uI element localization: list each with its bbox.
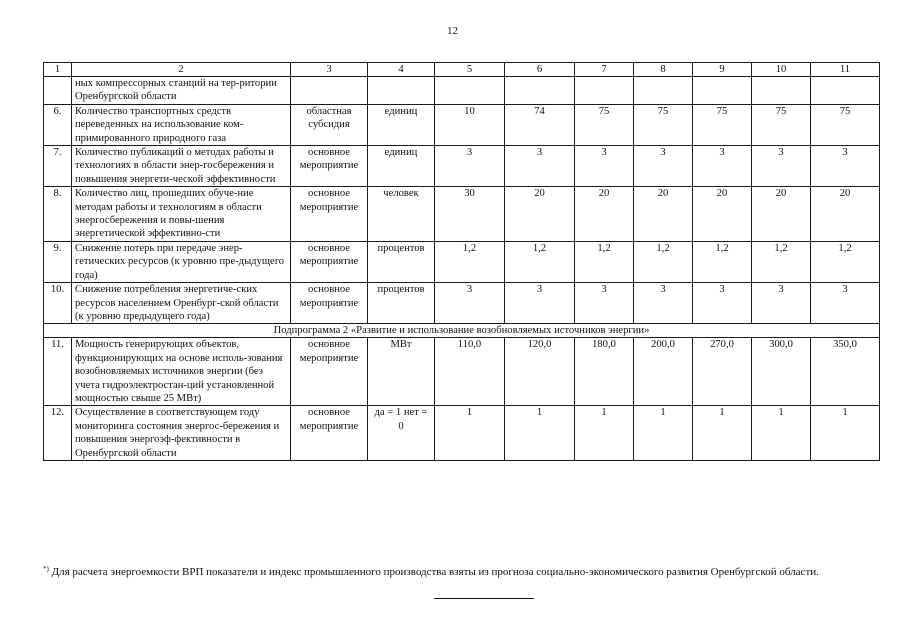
value-cell: 270,0 bbox=[693, 338, 752, 406]
column-header: 8 bbox=[634, 63, 693, 77]
value-cell: 1 bbox=[634, 406, 693, 461]
value-cell: 20 bbox=[811, 187, 880, 242]
row-number: 11. bbox=[44, 338, 72, 406]
value-cell: 1 bbox=[693, 406, 752, 461]
column-header: 3 bbox=[291, 63, 368, 77]
value-cell: 3 bbox=[752, 283, 811, 324]
value-cell: 110,0 bbox=[435, 338, 505, 406]
value-cell: 3 bbox=[752, 146, 811, 187]
funding-source: основное мероприятие bbox=[291, 241, 368, 282]
value-cell: 1 bbox=[435, 406, 505, 461]
funding-source: основное мероприятие bbox=[291, 146, 368, 187]
value-cell: 75 bbox=[575, 104, 634, 145]
table-row bbox=[44, 338, 880, 406]
value-cell: 1 bbox=[505, 406, 575, 461]
row-number: 8. bbox=[44, 187, 72, 242]
value-cell: 3 bbox=[505, 283, 575, 324]
value-cell: 3 bbox=[693, 146, 752, 187]
column-header: 6 bbox=[505, 63, 575, 77]
table-row bbox=[44, 77, 880, 105]
value-cell: 10 bbox=[435, 104, 505, 145]
value-cell: 20 bbox=[634, 187, 693, 242]
page-number: 12 bbox=[447, 25, 458, 37]
row-number: 6. bbox=[44, 104, 72, 145]
funding-source bbox=[291, 77, 368, 105]
value-cell: 75 bbox=[752, 104, 811, 145]
value-cell: 3 bbox=[505, 146, 575, 187]
value-cell: 1,2 bbox=[693, 241, 752, 282]
value-cell: 1 bbox=[811, 406, 880, 461]
indicator-name: ных компрессорных станций на тер-ритории Оренбургской области bbox=[72, 77, 291, 105]
funding-source: основное мероприятие bbox=[291, 187, 368, 242]
row-number: 7. bbox=[44, 146, 72, 187]
row-number: 12. bbox=[44, 406, 72, 461]
funding-source: областная субсидия bbox=[291, 104, 368, 145]
value-cell: 200,0 bbox=[634, 338, 693, 406]
value-cell: 3 bbox=[811, 283, 880, 324]
value-cell bbox=[505, 77, 575, 105]
value-cell: 1,2 bbox=[634, 241, 693, 282]
value-cell: 1,2 bbox=[811, 241, 880, 282]
column-header: 11 bbox=[811, 63, 880, 77]
column-header: 10 bbox=[752, 63, 811, 77]
unit: единиц bbox=[368, 104, 435, 145]
indicator-name: Количество транспортных средств переведенных на использование ком-примированного природного газа bbox=[72, 104, 291, 145]
indicator-name: Снижение потребления энергетиче-ских ресурсов населением Оренбург-ской области (к уровню предыдущего года) bbox=[72, 283, 291, 324]
footnote-text: Для расчета энергоемкости ВРП показатели и индекс промышленного производства взяты из прогноза социально-экономического развития Оренбургской области. bbox=[51, 566, 819, 578]
column-header: 4 bbox=[368, 63, 435, 77]
value-cell: 3 bbox=[811, 146, 880, 187]
value-cell bbox=[693, 77, 752, 105]
footnote-marker: *) bbox=[43, 565, 49, 573]
table-row bbox=[44, 146, 880, 187]
value-cell bbox=[634, 77, 693, 105]
unit: человек bbox=[368, 187, 435, 242]
value-cell: 180,0 bbox=[575, 338, 634, 406]
value-cell: 75 bbox=[811, 104, 880, 145]
funding-source: основное мероприятие bbox=[291, 406, 368, 461]
row-number: 9. bbox=[44, 241, 72, 282]
column-header: 1 bbox=[44, 63, 72, 77]
value-cell: 1 bbox=[752, 406, 811, 461]
value-cell bbox=[575, 77, 634, 105]
value-cell bbox=[435, 77, 505, 105]
value-cell: 300,0 bbox=[752, 338, 811, 406]
value-cell: 1,2 bbox=[505, 241, 575, 282]
rows-after-subprogram bbox=[44, 338, 880, 461]
table-row bbox=[44, 241, 880, 282]
value-cell: 3 bbox=[435, 146, 505, 187]
value-cell bbox=[752, 77, 811, 105]
value-cell: 3 bbox=[634, 283, 693, 324]
value-cell: 20 bbox=[575, 187, 634, 242]
table-row bbox=[44, 283, 880, 324]
value-cell: 20 bbox=[505, 187, 575, 242]
funding-source: основное мероприятие bbox=[291, 283, 368, 324]
indicator-name: Снижение потерь при передаче энер-гетических ресурсов (к уровню пре-дыдущего года) bbox=[72, 241, 291, 282]
column-header: 7 bbox=[575, 63, 634, 77]
value-cell: 1 bbox=[575, 406, 634, 461]
column-header: 9 bbox=[693, 63, 752, 77]
value-cell: 1,2 bbox=[435, 241, 505, 282]
subprogram-title: Подпрограмма 2 «Развитие и использование возобновляемых источников энергии» bbox=[44, 324, 880, 338]
subprogram-row bbox=[44, 324, 880, 338]
value-cell: 3 bbox=[693, 283, 752, 324]
value-cell: 75 bbox=[634, 104, 693, 145]
value-cell: 75 bbox=[693, 104, 752, 145]
unit: МВт bbox=[368, 338, 435, 406]
rows-before-subprogram bbox=[44, 77, 880, 324]
indicator-name: Количество лиц, прошедших обуче-ние методам работы и технологиям в области энергосбережения и повы-шения энергетической эффективно-сти bbox=[72, 187, 291, 242]
indicators-table bbox=[43, 62, 880, 461]
value-cell: 1,2 bbox=[752, 241, 811, 282]
value-cell: 1,2 bbox=[575, 241, 634, 282]
indicator-name: Осуществление в соответствующем году мониторинга состояния энергос-бережения и повышения энергоэф-фективности в Оренбургской области bbox=[72, 406, 291, 461]
column-header: 5 bbox=[435, 63, 505, 77]
unit bbox=[368, 77, 435, 105]
table-row bbox=[44, 187, 880, 242]
indicator-name: Мощность генерирующих объектов, функционирующих на основе исполь-зования возобновляемых источников энергии (без учета гидроэлектростан-ций установленной мощностью свыше 25 МВт) bbox=[72, 338, 291, 406]
value-cell: 3 bbox=[435, 283, 505, 324]
row-number bbox=[44, 77, 72, 105]
value-cell: 20 bbox=[693, 187, 752, 242]
value-cell: 3 bbox=[634, 146, 693, 187]
value-cell: 3 bbox=[575, 283, 634, 324]
unit: единиц bbox=[368, 146, 435, 187]
unit: процентов bbox=[368, 283, 435, 324]
table-row bbox=[44, 406, 880, 461]
funding-source: основное мероприятие bbox=[291, 338, 368, 406]
column-number-row bbox=[44, 63, 880, 77]
footnote bbox=[43, 562, 879, 579]
end-rule bbox=[434, 598, 534, 599]
value-cell: 3 bbox=[575, 146, 634, 187]
table-row bbox=[44, 104, 880, 145]
indicator-name: Количество публикаций о методах работы и технологиях в области энер-госбережения и повышения энергети-ческой эффективности bbox=[72, 146, 291, 187]
value-cell: 120,0 bbox=[505, 338, 575, 406]
value-cell: 20 bbox=[752, 187, 811, 242]
column-header: 2 bbox=[72, 63, 291, 77]
unit: процентов bbox=[368, 241, 435, 282]
unit: да = 1 нет = 0 bbox=[368, 406, 435, 461]
value-cell bbox=[811, 77, 880, 105]
value-cell: 30 bbox=[435, 187, 505, 242]
value-cell: 74 bbox=[505, 104, 575, 145]
value-cell: 350,0 bbox=[811, 338, 880, 406]
row-number: 10. bbox=[44, 283, 72, 324]
